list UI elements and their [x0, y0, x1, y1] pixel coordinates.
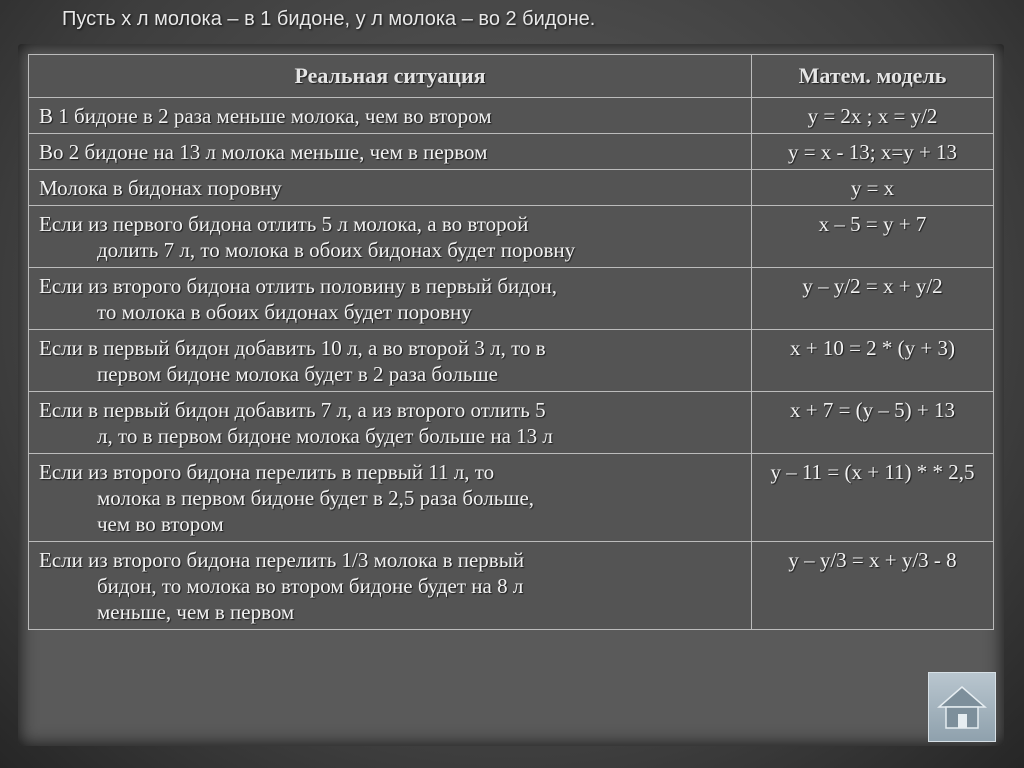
table-row [29, 206, 994, 268]
table-row [29, 170, 994, 206]
model-cell: у – у/2 = х + у/2 [752, 268, 994, 330]
situation-cell [29, 134, 752, 170]
home-icon [937, 683, 987, 731]
situation-line: меньше, чем в первом [97, 600, 295, 624]
model-cell: у = х - 13; х=у + 13 [752, 134, 994, 170]
table-row [29, 268, 994, 330]
model-cell: у = 2х ; х = у/2 [752, 98, 994, 134]
situation-line: Если из второго бидона перелить в первый 11 л, то [39, 460, 495, 484]
model-cell: х + 7 = (у – 5) + 13 [752, 392, 994, 454]
situation-line: молока в первом бидоне будет в 2,5 раза больше, [97, 486, 535, 510]
slide-title: Пусть х л молока – в 1 бидоне, у л молока – во 2 бидоне. [62, 8, 596, 30]
situation-cell [29, 330, 752, 392]
header-model: Матем. модель [752, 55, 994, 98]
situation-line: Если из первого бидона отлить 5 л молока, а во второй [39, 212, 529, 236]
situation-cell [29, 268, 752, 330]
situation-line: Если из второго бидона перелить 1/3 молока в первый [39, 548, 525, 572]
table-row [29, 392, 994, 454]
situation-line: чем во втором [97, 512, 224, 536]
model-cell: х – 5 = у + 7 [752, 206, 994, 268]
situation-cell [29, 392, 752, 454]
model-cell: у – у/3 = х + у/3 - 8 [752, 542, 994, 630]
table-header-row [29, 55, 994, 98]
situation-line: В 1 бидоне в 2 раза меньше молока, чем во втором [39, 104, 492, 128]
home-button[interactable] [928, 672, 996, 742]
situation-line: Если в первый бидон добавить 10 л, а во второй 3 л, то в [39, 336, 546, 360]
model-cell: у = х [752, 170, 994, 206]
table-row [29, 542, 994, 630]
model-cell: у – 11 = (х + 11) * * 2,5 [752, 454, 994, 542]
situation-cell [29, 98, 752, 134]
situation-line: Если в первый бидон добавить 7 л, а из второго отлить 5 [39, 398, 546, 422]
situation-line: первом бидоне молока будет в 2 раза больше [97, 362, 498, 386]
situation-line: Во 2 бидоне на 13 л молока меньше, чем в первом [39, 140, 488, 164]
situation-line: Если из второго бидона отлить половину в первый бидон, [39, 274, 557, 298]
table-row [29, 98, 994, 134]
situation-line: то молока в обоих бидонах будет поровну [97, 300, 472, 324]
situation-line: бидон, то молока во втором бидоне будет на 8 л [97, 574, 524, 598]
table-row [29, 134, 994, 170]
model-table [28, 54, 994, 630]
table-row [29, 454, 994, 542]
model-cell: х + 10 = 2 * (у + 3) [752, 330, 994, 392]
situation-cell [29, 170, 752, 206]
situation-cell [29, 454, 752, 542]
situation-cell [29, 206, 752, 268]
header-situation: Реальная ситуация [29, 55, 752, 98]
situation-cell [29, 542, 752, 630]
situation-line: долить 7 л, то молока в обоих бидонах будет поровну [97, 238, 576, 262]
table-row [29, 330, 994, 392]
situation-line: л, то в первом бидоне молока будет больше на 13 л [97, 424, 553, 448]
situation-line: Молока в бидонах поровну [39, 176, 282, 200]
